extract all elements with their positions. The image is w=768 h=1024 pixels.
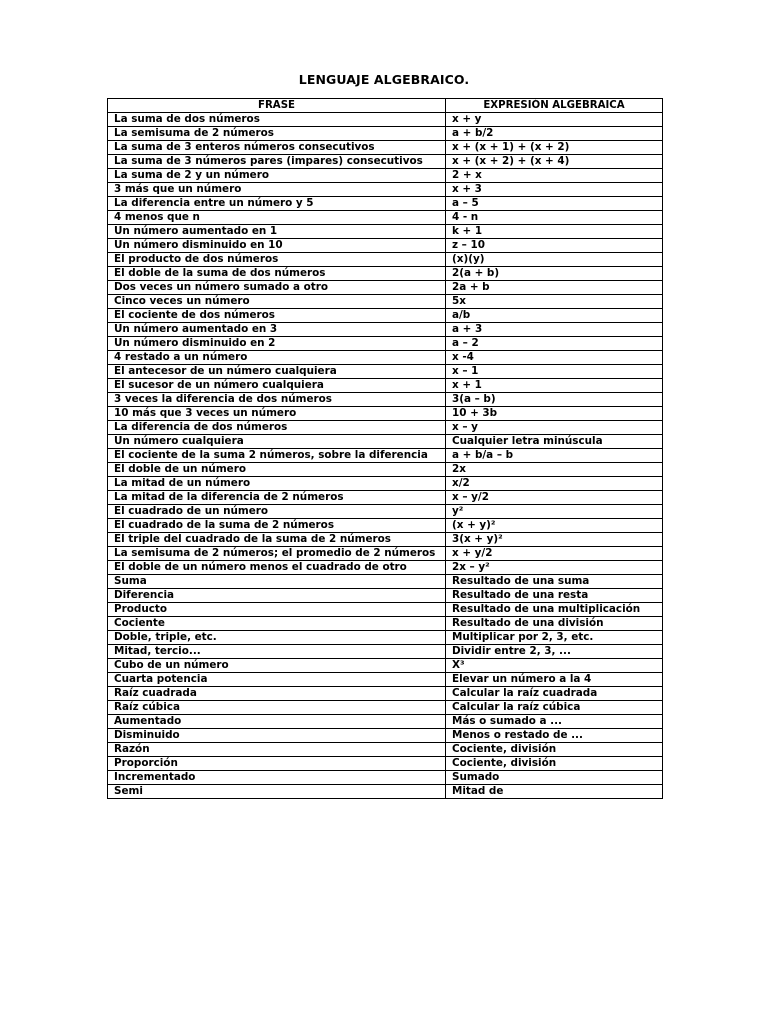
table-row — [108, 631, 663, 645]
expression-cell: x – 1 — [446, 365, 663, 379]
phrase-cell: El cociente de dos números — [108, 309, 446, 323]
phrase-cell: Razón — [108, 743, 446, 757]
phrase-cell: Un número aumentado en 3 — [108, 323, 446, 337]
phrase-cell: El cuadrado de un número — [108, 505, 446, 519]
table-row — [108, 225, 663, 239]
table-row — [108, 449, 663, 463]
phrase-cell: Producto — [108, 603, 446, 617]
table-row — [108, 141, 663, 155]
phrase-cell: La diferencia entre un número y 5 — [108, 197, 446, 211]
phrase-cell: 3 más que un número — [108, 183, 446, 197]
phrase-cell: El cuadrado de la suma de 2 números — [108, 519, 446, 533]
table-body — [108, 113, 663, 799]
expression-cell: 3(x + y)² — [446, 533, 663, 547]
expression-cell: x + y/2 — [446, 547, 663, 561]
phrase-cell: 4 restado a un número — [108, 351, 446, 365]
table-row — [108, 127, 663, 141]
table-row — [108, 645, 663, 659]
expression-cell: Calcular la raíz cúbica — [446, 701, 663, 715]
table-row — [108, 477, 663, 491]
phrase-cell: La suma de dos números — [108, 113, 446, 127]
expression-cell: Cualquier letra minúscula — [446, 435, 663, 449]
expression-cell: Calcular la raíz cuadrada — [446, 687, 663, 701]
phrase-cell: El doble de la suma de dos números — [108, 267, 446, 281]
expression-cell: Resultado de una multiplicación — [446, 603, 663, 617]
phrase-cell: El antecesor de un número cualquiera — [108, 365, 446, 379]
phrase-cell: Proporción — [108, 757, 446, 771]
phrase-cell: El producto de dos números — [108, 253, 446, 267]
table-row — [108, 659, 663, 673]
phrase-cell: La semisuma de 2 números; el promedio de 2 números — [108, 547, 446, 561]
table-row — [108, 421, 663, 435]
phrase-cell: La suma de 2 y un número — [108, 169, 446, 183]
expression-cell: 2x – y² — [446, 561, 663, 575]
table-row — [108, 281, 663, 295]
table-row — [108, 267, 663, 281]
table-row — [108, 491, 663, 505]
expression-cell: 3(a – b) — [446, 393, 663, 407]
table-row — [108, 687, 663, 701]
phrase-cell: 4 menos que n — [108, 211, 446, 225]
table-row — [108, 407, 663, 421]
table-row — [108, 337, 663, 351]
expression-cell: 2(a + b) — [446, 267, 663, 281]
expression-cell: (x + y)² — [446, 519, 663, 533]
phrase-cell: El doble de un número menos el cuadrado de otro — [108, 561, 446, 575]
phrase-cell: Semi — [108, 785, 446, 799]
phrase-cell: El doble de un número — [108, 463, 446, 477]
table-row — [108, 197, 663, 211]
expression-cell: a – 2 — [446, 337, 663, 351]
phrase-cell: Dos veces un número sumado a otro — [108, 281, 446, 295]
table-row — [108, 435, 663, 449]
table-row — [108, 351, 663, 365]
expression-cell: 2 + x — [446, 169, 663, 183]
expression-cell: Elevar un número a la 4 — [446, 673, 663, 687]
table-row — [108, 771, 663, 785]
phrase-cell: Doble, triple, etc. — [108, 631, 446, 645]
table-row — [108, 253, 663, 267]
table-row — [108, 323, 663, 337]
table-row — [108, 519, 663, 533]
phrase-cell: Cubo de un número — [108, 659, 446, 673]
table-row — [108, 589, 663, 603]
phrase-cell: Cinco veces un número — [108, 295, 446, 309]
table-row — [108, 533, 663, 547]
table-row — [108, 729, 663, 743]
expression-cell: (x)(y) — [446, 253, 663, 267]
table-header-row — [108, 99, 663, 113]
table-row — [108, 463, 663, 477]
phrase-cell: El sucesor de un número cualquiera — [108, 379, 446, 393]
table-row — [108, 309, 663, 323]
expression-cell: Multiplicar por 2, 3, etc. — [446, 631, 663, 645]
phrase-cell: Un número disminuido en 2 — [108, 337, 446, 351]
expression-cell: y² — [446, 505, 663, 519]
expression-cell: x -4 — [446, 351, 663, 365]
phrase-cell: Diferencia — [108, 589, 446, 603]
expression-cell: Dividir entre 2, 3, ... — [446, 645, 663, 659]
expression-cell: Cociente, división — [446, 757, 663, 771]
expression-cell: k + 1 — [446, 225, 663, 239]
expression-cell: 2a + b — [446, 281, 663, 295]
table-row — [108, 757, 663, 771]
table-row — [108, 701, 663, 715]
table-row — [108, 603, 663, 617]
table-row — [108, 211, 663, 225]
phrase-cell: Mitad, tercio... — [108, 645, 446, 659]
table-row — [108, 561, 663, 575]
expression-cell: x – y/2 — [446, 491, 663, 505]
table-row — [108, 239, 663, 253]
expression-cell: 4 - n — [446, 211, 663, 225]
expression-cell: x + 3 — [446, 183, 663, 197]
phrase-cell: Raíz cuadrada — [108, 687, 446, 701]
phrase-cell: La semisuma de 2 números — [108, 127, 446, 141]
phrase-cell: La mitad de la diferencia de 2 números — [108, 491, 446, 505]
column-header-frase: FRASE — [108, 99, 446, 113]
expression-cell: x + (x + 1) + (x + 2) — [446, 141, 663, 155]
expression-cell: x + (x + 2) + (x + 4) — [446, 155, 663, 169]
expression-cell: Mitad de — [446, 785, 663, 799]
table-row — [108, 169, 663, 183]
phrase-cell: Incrementado — [108, 771, 446, 785]
phrase-cell: 3 veces la diferencia de dos números — [108, 393, 446, 407]
phrase-cell: Disminuido — [108, 729, 446, 743]
phrase-cell: Cuarta potencia — [108, 673, 446, 687]
phrase-cell: La diferencia de dos números — [108, 421, 446, 435]
table-row — [108, 785, 663, 799]
expression-cell: x – y — [446, 421, 663, 435]
expression-cell: x + y — [446, 113, 663, 127]
expression-cell: X³ — [446, 659, 663, 673]
table-row — [108, 715, 663, 729]
table-row — [108, 379, 663, 393]
column-header-expresion: EXPRESIÓN ALGEBRAICA — [446, 99, 663, 113]
expression-cell: Más o sumado a ... — [446, 715, 663, 729]
algebraic-language-table — [107, 98, 663, 799]
expression-cell: x/2 — [446, 477, 663, 491]
phrase-cell: Un número aumentado en 1 — [108, 225, 446, 239]
page-title: LENGUAJE ALGEBRAICO. — [298, 72, 470, 87]
phrase-cell: La suma de 3 enteros números consecutivos — [108, 141, 446, 155]
table-row — [108, 365, 663, 379]
table-row — [108, 575, 663, 589]
table-row — [108, 113, 663, 127]
expression-cell: 5x — [446, 295, 663, 309]
expression-cell: 10 + 3b — [446, 407, 663, 421]
phrase-cell: Suma — [108, 575, 446, 589]
expression-cell: Sumado — [446, 771, 663, 785]
expression-cell: a/b — [446, 309, 663, 323]
expression-cell: x + 1 — [446, 379, 663, 393]
expression-cell: 2x — [446, 463, 663, 477]
table-row — [108, 393, 663, 407]
table-row — [108, 183, 663, 197]
expression-cell: z – 10 — [446, 239, 663, 253]
phrase-cell: Un número disminuido en 10 — [108, 239, 446, 253]
table-row — [108, 155, 663, 169]
phrase-cell: 10 más que 3 veces un número — [108, 407, 446, 421]
expression-cell: Cociente, división — [446, 743, 663, 757]
phrase-cell: El cociente de la suma 2 números, sobre la diferencia — [108, 449, 446, 463]
table-row — [108, 547, 663, 561]
phrase-cell: Cociente — [108, 617, 446, 631]
expression-cell: a + b/2 — [446, 127, 663, 141]
table-row — [108, 673, 663, 687]
expression-cell: Resultado de una resta — [446, 589, 663, 603]
expression-cell: Menos o restado de ... — [446, 729, 663, 743]
expression-cell: a + 3 — [446, 323, 663, 337]
expression-cell: a + b/a – b — [446, 449, 663, 463]
phrase-cell: El triple del cuadrado de la suma de 2 números — [108, 533, 446, 547]
expression-cell: a – 5 — [446, 197, 663, 211]
phrase-cell: Aumentado — [108, 715, 446, 729]
table-row — [108, 743, 663, 757]
phrase-cell: Un número cualquiera — [108, 435, 446, 449]
phrase-cell: La mitad de un número — [108, 477, 446, 491]
expression-cell: Resultado de una división — [446, 617, 663, 631]
phrase-cell: La suma de 3 números pares (impares) consecutivos — [108, 155, 446, 169]
phrase-cell: Raíz cúbica — [108, 701, 446, 715]
expression-cell: Resultado de una suma — [446, 575, 663, 589]
table-row — [108, 617, 663, 631]
table-row — [108, 295, 663, 309]
table-row — [108, 505, 663, 519]
